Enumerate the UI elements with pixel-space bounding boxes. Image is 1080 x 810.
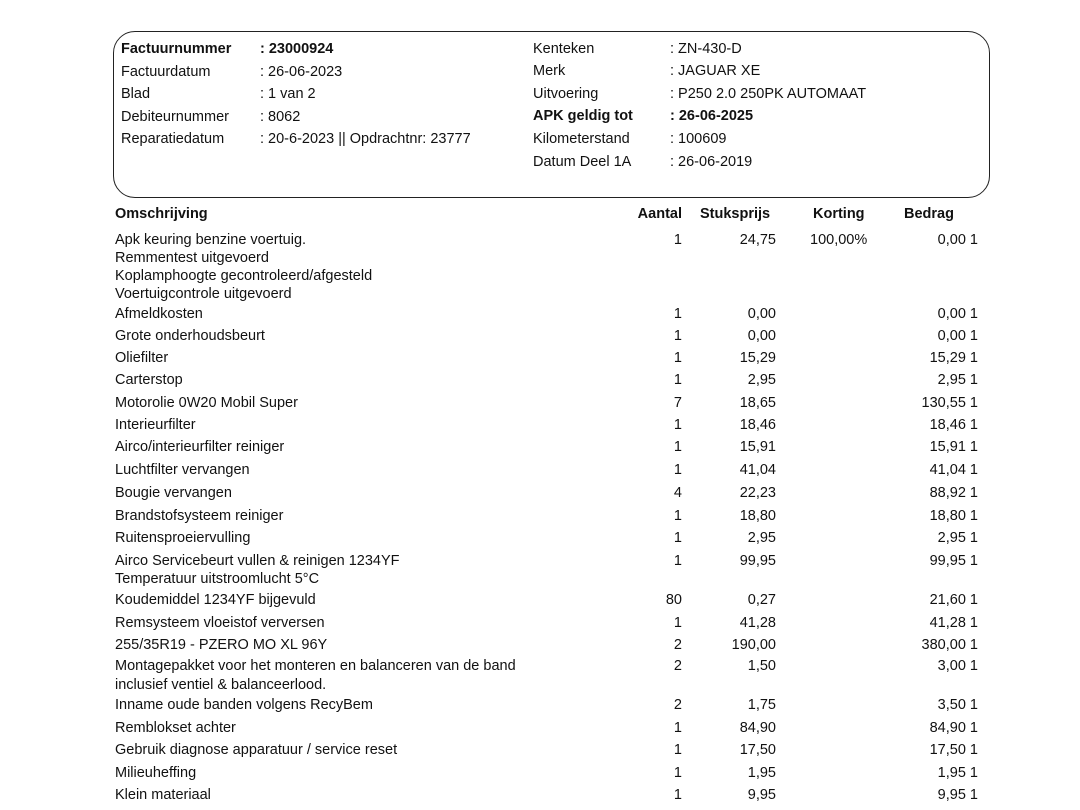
table-row — [0, 283, 1080, 305]
line-description: Inname oude banden volgens RecyBem — [115, 697, 373, 713]
header-label: Factuurdatum — [121, 63, 211, 80]
header-value: : JAGUAR XE — [670, 63, 761, 79]
line-amount: 41,28 1 — [929, 615, 978, 631]
line-unit-price: 2,95 — [747, 372, 776, 388]
line-unit-price: 18,80 — [739, 508, 776, 524]
line-amount: 380,00 1 — [921, 637, 978, 653]
line-description: Temperatuur uitstroomlucht 5°C — [115, 571, 320, 587]
line-quantity: 1 — [673, 615, 682, 631]
table-row — [0, 634, 1080, 656]
header-value: : 23000924 — [260, 41, 334, 57]
table-row — [0, 303, 1080, 325]
header-label: Reparatiedatum — [121, 131, 225, 147]
line-description: Airco Servicebeurt vullen & reinigen 1234YF — [115, 553, 400, 569]
line-quantity: 1 — [673, 462, 682, 478]
line-unit-price: 24,75 — [739, 232, 776, 248]
line-description: Oliefilter — [115, 350, 169, 366]
table-row — [0, 505, 1080, 527]
header-label: Blad — [121, 86, 151, 102]
line-unit-price: 99,95 — [739, 553, 776, 569]
col-description-header: Omschrijving — [115, 206, 208, 222]
line-quantity: 1 — [673, 417, 682, 433]
line-amount: 99,95 1 — [929, 553, 978, 569]
line-description: Klein materiaal — [115, 787, 211, 803]
line-description: inclusief ventiel & balanceerlood. — [115, 677, 327, 693]
line-unit-price: 0,27 — [747, 592, 776, 608]
line-unit-price: 2,95 — [747, 530, 776, 546]
line-unit-price: 41,04 — [739, 462, 776, 478]
line-amount: 1,95 1 — [937, 765, 978, 781]
line-quantity: 1 — [673, 742, 682, 758]
line-description: Carterstop — [115, 372, 183, 388]
table-row — [0, 527, 1080, 549]
line-unit-price: 15,91 — [739, 439, 776, 455]
col-unit-price-header: Stuksprijs — [700, 206, 771, 222]
line-unit-price: 17,50 — [739, 742, 776, 758]
line-quantity: 2 — [673, 658, 682, 674]
line-description: Afmeldkosten — [115, 306, 203, 322]
line-description: Remsysteem vloeistof verversen — [115, 615, 325, 631]
line-quantity: 1 — [673, 372, 682, 388]
line-quantity: 80 — [665, 592, 682, 608]
line-amount: 15,29 1 — [929, 350, 978, 366]
line-unit-price: 15,29 — [739, 350, 776, 366]
table-row — [0, 436, 1080, 458]
header-label: Uitvoering — [533, 86, 599, 102]
line-description: Motorolie 0W20 Mobil Super — [115, 395, 298, 411]
line-description: Ruitensproeiervulling — [115, 530, 251, 546]
line-discount: 100,00% — [810, 232, 868, 248]
line-quantity: 1 — [673, 350, 682, 366]
line-description: Interieurfilter — [115, 417, 196, 433]
table-row — [0, 674, 1080, 696]
table-row — [0, 717, 1080, 739]
header-label: Merk — [533, 63, 566, 79]
line-amount: 0,00 1 — [937, 232, 978, 248]
line-description: Bougie vervangen — [115, 485, 232, 501]
line-unit-price: 9,95 — [747, 787, 776, 803]
line-amount: 18,46 1 — [929, 417, 978, 433]
line-quantity: 1 — [673, 720, 682, 736]
line-amount: 41,04 1 — [929, 462, 978, 478]
table-row — [0, 694, 1080, 716]
table-row — [0, 589, 1080, 611]
col-quantity-header: Aantal — [637, 206, 682, 222]
line-amount: 130,55 1 — [921, 395, 978, 411]
table-row — [0, 612, 1080, 634]
line-unit-price: 1,50 — [747, 658, 776, 674]
header-label: Debiteurnummer — [121, 108, 229, 125]
line-amount: 9,95 1 — [937, 787, 978, 803]
header-value: : 26-06-2019 — [670, 154, 753, 170]
line-description: Remblokset achter — [115, 720, 236, 736]
line-quantity: 2 — [673, 697, 682, 713]
line-amount: 88,92 1 — [929, 485, 978, 501]
line-description: Milieuheffing — [115, 765, 197, 781]
header-value: : 26-06-2025 — [670, 108, 754, 124]
col-discount-header: Korting — [813, 206, 865, 222]
header-label: Kilometerstand — [533, 131, 630, 147]
line-quantity: 1 — [673, 765, 682, 781]
line-quantity: 1 — [673, 232, 682, 248]
header-label: Datum Deel 1A — [533, 154, 632, 170]
header-value: : 100609 — [670, 131, 727, 147]
line-description: Remmentest uitgevoerd — [115, 250, 269, 266]
header-value: : 1 van 2 — [260, 86, 316, 102]
line-unit-price: 22,23 — [739, 485, 776, 501]
line-amount: 2,95 1 — [937, 530, 978, 546]
line-description: Airco/interieurfilter reiniger — [115, 439, 285, 455]
header-label: APK geldig tot — [533, 108, 633, 124]
header-value: : ZN-430-D — [670, 41, 742, 57]
header-label: Kenteken — [533, 41, 595, 57]
line-description: Apk keuring benzine voertuig. — [115, 232, 307, 248]
table-row — [0, 369, 1080, 391]
line-description: Gebruik diagnose apparatuur / service reset — [115, 742, 398, 758]
line-description: Voertuigcontrole uitgevoerd — [115, 286, 292, 302]
line-amount: 21,60 1 — [929, 592, 978, 608]
line-quantity: 4 — [673, 485, 682, 501]
header-value: : 8062 — [260, 108, 301, 125]
line-unit-price: 84,90 — [739, 720, 776, 736]
table-row — [0, 739, 1080, 761]
table-row — [0, 325, 1080, 347]
line-unit-price: 1,95 — [747, 765, 776, 781]
table-row — [0, 459, 1080, 481]
line-description: 255/35R19 - PZERO MO XL 96Y — [115, 637, 328, 653]
table-row — [0, 784, 1080, 806]
header-value: : P250 2.0 250PK AUTOMAAT — [670, 86, 867, 102]
line-quantity: 1 — [673, 553, 682, 569]
line-amount: 3,50 1 — [937, 697, 978, 713]
col-amount-header: Bedrag — [904, 206, 954, 222]
header-value: : 20-6-2023 || Opdrachtnr: 23777 — [260, 131, 471, 147]
line-amount: 15,91 1 — [929, 439, 978, 455]
line-description: Koplamphoogte gecontroleerd/afgesteld — [115, 268, 373, 284]
table-row — [0, 414, 1080, 436]
table-row — [0, 392, 1080, 414]
line-quantity: 1 — [673, 530, 682, 546]
line-description: Montagepakket voor het monteren en balanceren van de band — [115, 658, 516, 674]
line-description: Koudemiddel 1234YF bijgevuld — [115, 592, 316, 608]
header-value: : 26-06-2023 — [260, 63, 343, 80]
line-amount: 17,50 1 — [929, 742, 978, 758]
line-quantity: 1 — [673, 508, 682, 524]
line-description: Grote onderhoudsbeurt — [115, 328, 265, 344]
line-amount: 18,80 1 — [929, 508, 978, 524]
line-quantity: 1 — [673, 439, 682, 455]
line-quantity: 2 — [673, 637, 682, 653]
header-label: Factuurnummer — [121, 41, 232, 57]
line-amount: 2,95 1 — [937, 372, 978, 388]
line-unit-price: 41,28 — [739, 615, 776, 631]
line-unit-price: 0,00 — [747, 328, 776, 344]
table-row — [0, 482, 1080, 504]
line-amount: 0,00 1 — [937, 328, 978, 344]
table-row — [0, 762, 1080, 784]
line-unit-price: 1,75 — [747, 697, 776, 713]
line-unit-price: 18,65 — [739, 395, 776, 411]
line-quantity: 7 — [673, 395, 682, 411]
line-unit-price: 190,00 — [731, 637, 776, 653]
line-quantity: 1 — [673, 306, 682, 322]
line-description: Brandstofsysteem reiniger — [115, 508, 284, 524]
line-unit-price: 18,46 — [739, 417, 776, 433]
line-description: Luchtfilter vervangen — [115, 462, 250, 478]
line-amount: 0,00 1 — [937, 306, 978, 322]
line-quantity: 1 — [673, 787, 682, 803]
line-quantity: 1 — [673, 328, 682, 344]
line-unit-price: 0,00 — [747, 306, 776, 322]
table-row — [0, 568, 1080, 590]
table-row — [0, 347, 1080, 369]
line-amount: 84,90 1 — [929, 720, 978, 736]
line-amount: 3,00 1 — [937, 658, 978, 674]
